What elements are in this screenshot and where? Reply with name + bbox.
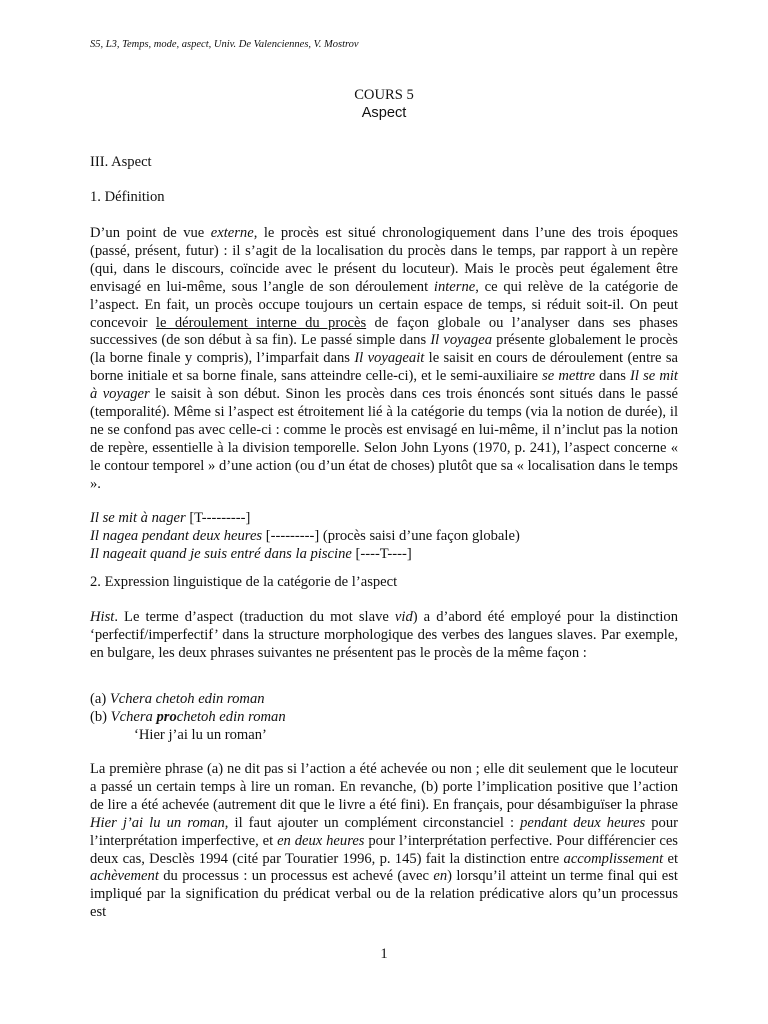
paragraph-definition: D’un point de vue externe, le procès est situé chronologiquement dans l’une des trois époques (passé, présent, futur) : il s’agit de la localisation du procès dans le temps, par rapport à un repère (qui, dans le discours, coïncide avec le présent du locuteur). Mais le procès peut également être envisagé en lui-même, sous l’angle de son déroulement interne, ce qui relève de la catégorie de l’aspect. En fait, un procès occupe toujours un certain espace de temps, si réduit soit-il. On peut concevoir le déroulement interne du procès de façon globale ou l’analyser dans ses phases successives (de son début à sa fin). Le passé simple dans Il voyagea présente globalement le procès (la borne finale y compris), l’imparfait dans Il voyageait le saisit en cours de déroulement (entre sa borne initiale et sa borne finale, sans atteindre celle-ci), et le semi-auxiliaire se mettre dans Il se mit à voyager le saisit à son début. Sinon les procès dans ces trois énoncés sont situés dans le passé (temporalité). Même si l’aspect est étroitement lié à la catégorie du temps (via la notion de durée), il ne se confond pas avec celle-ci : comme le procès est envisagé en lui-même, il n’inclut pas la notion de repère, essentielle à la division temporelle. Selon John Lyons (1970, p. 241), l’aspect concerne « le contour temporel » d’une action (ou d’un état de choses) plutôt que sa « localisation dans le temps ». — [90, 225, 678, 492]
title-block — [0, 86, 768, 122]
example-line: Il se mit à nager [T---------] — [90, 510, 251, 526]
course-subtitle: Aspect — [361, 105, 407, 121]
example-line: Il nageait quand je suis entré dans la piscine [----T----] — [90, 545, 412, 562]
paragraph-analysis: La première phrase (a) ne dit pas si l’action a été achevée ou non ; elle dit seulement que le locuteur a passé un certain temps à lire un roman. En revanche, (b) porte l’implication positive que l’action de lire a été achevée (autrement dit que le livre a été fini). En français, pour désambiguïser la phrase Hier j’ai lu un roman, il faut ajouter un complément circonstanciel : pendant deux heures pour l’interprétation imperfective, et en deux heures pour l’interprétation perfective. Pour différencier ces deux cas, Desclès 1994 (cité par Touratier 1996, p. 145) fait la distinction entre accomplissement et achèvement du processus : un processus est achevé (avec en) lorsqu’il atteint un terme final qui est impliqué par la signification du prédicat verbal ou de la relation prédicative alors qu’un processus est — [90, 761, 678, 921]
example-list-bulgarian — [90, 691, 678, 745]
example-line: Il nagea pendant deux heures [---------] (procès saisi d’une façon globale) — [90, 527, 520, 544]
running-header: S5, L3, Temps, mode, aspect, Univ. De Valenciennes, V. Mostrov — [90, 39, 359, 50]
page-number: 1 — [380, 946, 388, 962]
paragraph-history: Hist. Le terme d’aspect (traduction du mot slave vid) a d’abord été employé pour la distinction ‘perfectif/imperfectif’ dans la structure morphologique des verbes des langues slaves. Par exemple, en bulgare, les deux phrases suivantes ne présentent pas le procès de la même façon : — [90, 609, 678, 661]
subsection-heading-definition: 1. Définition — [90, 189, 165, 205]
example-line-a: (a) Vchera chetoh edin roman — [90, 691, 265, 707]
course-title: COURS 5 — [354, 87, 414, 103]
section-heading: III. Aspect — [90, 154, 152, 170]
example-translation: ‘Hier j’ai lu un roman’ — [134, 726, 267, 743]
example-list-swimming — [90, 510, 678, 564]
subsection-heading-expression: 2. Expression linguistique de la catégorie de l’aspect — [90, 574, 398, 590]
example-line-b: (b) Vchera prochetoh edin roman — [90, 708, 286, 725]
